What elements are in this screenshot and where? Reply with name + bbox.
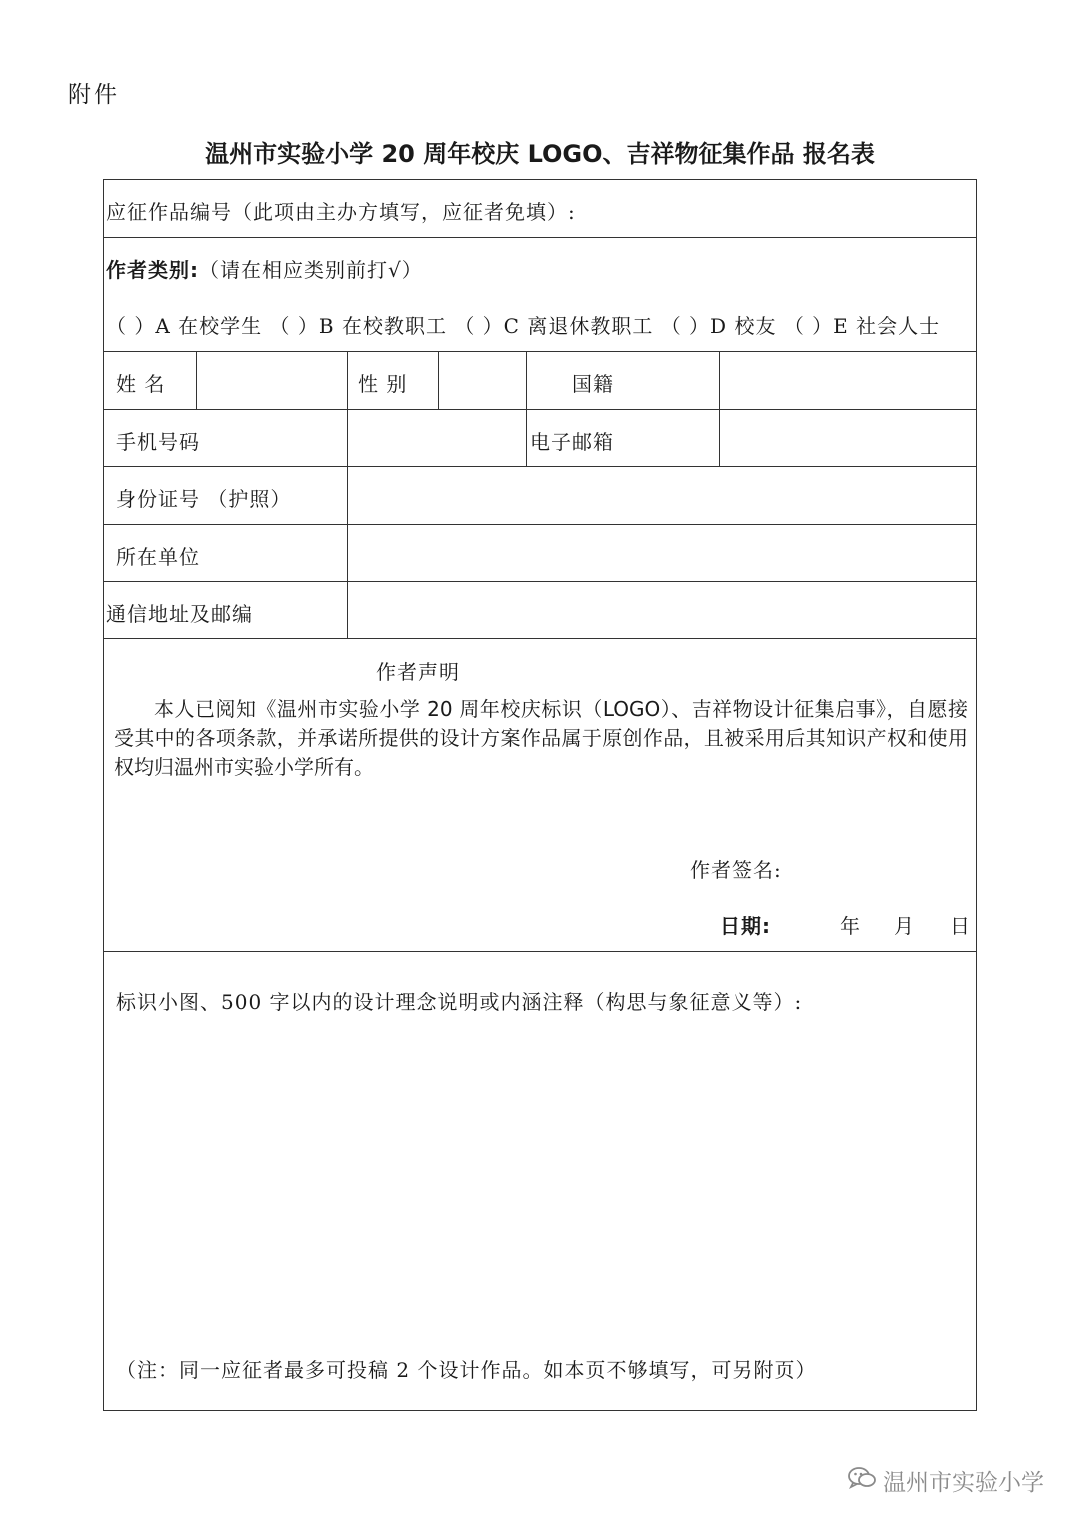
author-category-label: 作者类别:	[106, 258, 199, 282]
row-divider	[104, 409, 976, 410]
registration-form	[103, 179, 977, 1411]
nationality-label: 国籍	[572, 372, 614, 396]
declaration-heading: 作者声明	[376, 660, 460, 684]
address-label: 通信地址及邮编	[106, 602, 253, 626]
watermark-text: 温州市实验小学	[883, 1470, 1044, 1496]
email-label: 电子邮箱	[530, 430, 614, 454]
author-category-row	[106, 254, 423, 283]
row-divider	[104, 351, 976, 352]
col-divider	[196, 351, 197, 409]
signature-label: 作者签名:	[690, 858, 782, 882]
date-month: 月	[894, 914, 915, 938]
category-option-retired[interactable]: （ ）C 离退休教职工	[454, 314, 654, 338]
wechat-icon	[847, 1465, 877, 1497]
row-divider	[104, 581, 976, 582]
phone-label: 手机号码	[116, 430, 200, 454]
attachment-label: 附件	[68, 82, 120, 108]
row-divider	[104, 638, 976, 639]
col-divider	[719, 351, 720, 466]
gender-label: 性 别	[358, 372, 408, 396]
row-divider	[104, 466, 976, 467]
col-divider	[438, 351, 439, 409]
author-category-options	[106, 310, 940, 339]
row-divider	[104, 524, 976, 525]
design-note: （注：同一应征者最多可投稿 2 个设计作品。如本页不够填写，可另附页）	[116, 1358, 817, 1382]
author-category-hint: （请在相应类别前打√）	[199, 258, 423, 282]
col-divider	[347, 351, 348, 638]
col-divider	[526, 351, 527, 466]
row-divider	[104, 237, 976, 238]
design-description-label: 标识小图、500 字以内的设计理念说明或内涵注释（构思与象征意义等）:	[116, 990, 803, 1014]
id-number-label: 身份证号 （护照）	[116, 487, 292, 511]
category-option-student[interactable]: （ ）A 在校学生	[106, 314, 263, 338]
category-option-public[interactable]: （ ）E 社会人士	[783, 314, 941, 338]
date-label: 日期:	[720, 914, 771, 938]
name-label: 姓 名	[116, 372, 166, 396]
date-year: 年	[840, 914, 861, 938]
row-divider	[104, 951, 976, 952]
category-option-alumni[interactable]: （ ）D 校友	[660, 314, 777, 338]
organization-label: 所在单位	[116, 545, 200, 569]
watermark	[847, 1464, 1044, 1497]
entry-number-label: 应征作品编号（此项由主办方填写，应征者免填）:	[106, 200, 576, 224]
category-option-staff[interactable]: （ ）B 在校教职工	[269, 314, 447, 338]
date-day: 日	[950, 914, 971, 938]
declaration-text: 本人已阅知《温州市实验小学 20 周年校庆标识（LOGO）、吉祥物设计征集启事》，自愿接受其中的各项条款，并承诺所提供的设计方案作品属于原创作品，且被采用后其知识产权和使用权均归温州市实验小学所有。	[114, 697, 968, 779]
page-title: 温州市实验小学 20 周年校庆 LOGO、吉祥物征集作品 报名表	[205, 140, 875, 168]
